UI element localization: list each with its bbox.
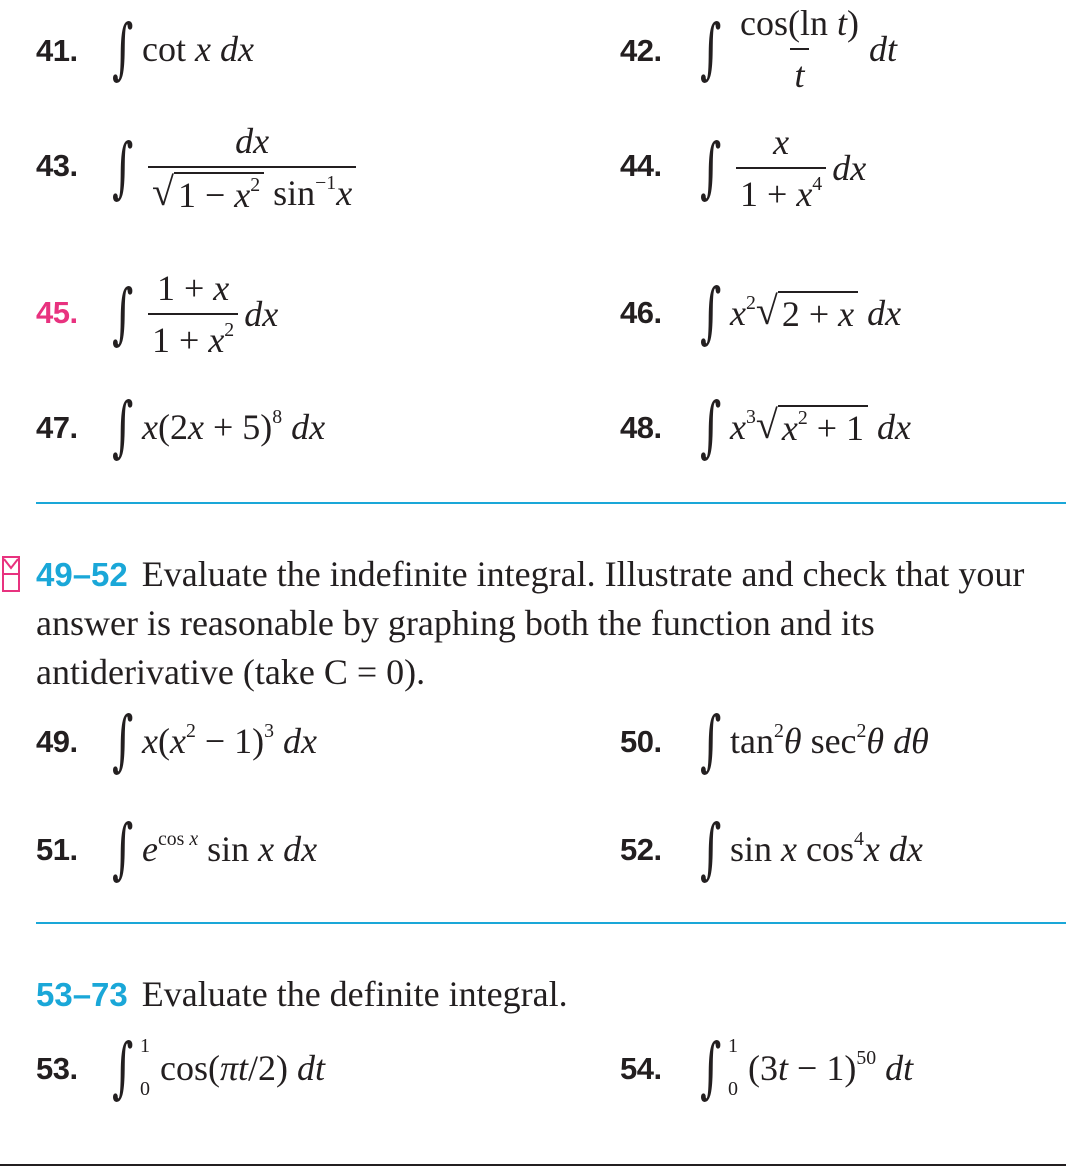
integral-sign: ∫ [700,702,722,779]
problem-54-number: 54. [620,1051,662,1086]
integral-sign: ∫ [112,129,134,206]
integral-sign: ∫ [112,1029,134,1106]
problem-52-number: 52. [620,832,662,867]
integral-sign: ∫ [112,275,134,352]
problem-49-number: 49. [36,724,78,759]
problem-50-number: 50. [620,724,662,759]
section-53-73-text: Evaluate the definite integral. [141,974,568,1014]
section-divider [36,922,1066,924]
section-49-52-range: 49–52 [36,556,128,593]
problem-54-expression: ∫ 1 0 $(3t - 1)^{50}$ dt [700,1029,914,1106]
section-49-52-text: Evaluate the indefinite integral. Illustrate and check that your answer is reasonable by graphing both the function and its antiderivative (take C = 0). [36,554,1025,692]
problem-46-number: 46. [620,295,662,330]
problem-51-expression: ∫ $e^{cos x}$ sin x dx [112,810,318,887]
integral-sign: ∫ [700,274,722,351]
problem-53-number: 53. [36,1051,78,1086]
problem-52-expression: ∫ sin x $\cos^4x$ dx [700,810,923,887]
section-53-73-range: 53–73 [36,976,128,1013]
integral-sign: ∫ [700,810,722,887]
problem-51-number: 51. [36,832,78,867]
problem-41-number: 41. [36,33,78,68]
problem-48-number: 48. [620,410,662,445]
problem-43-expression: ∫ dx √ $1 - x^2$ $\sin^{-1}x$ [112,118,362,218]
problem-46-expression: ∫ $x^2$ √ 2 + x dx [700,274,902,351]
page-bottom-rule [0,1164,1066,1166]
section-49-52-instructions [36,550,1056,697]
integral-sign: ∫ [112,702,134,779]
problem-47-expression: ∫ $x(2x + 5)^8$ dx [112,388,326,465]
problem-45-expression: ∫ $\frac{1 + x}{1 + x^2}$ dx [112,268,279,360]
integral-sign: ∫ [112,388,134,465]
problem-43-number: 43. [36,148,78,183]
problem-53-expression: ∫ 1 0 cos(πt/2) dt [112,1029,326,1106]
integral-sign: ∫ [700,129,722,206]
section-divider [36,502,1066,504]
problem-44-expression: ∫ $\frac{x}{1 + x^4}$ dx [700,122,867,214]
problem-42-expression: ∫ $\frac{\text{cos(ln t)}}{t}$ dt [700,3,898,95]
graphing-calculator-icon [2,556,20,592]
problem-48-expression: ∫ $x^3$ √ $x^2 + 1$ dx [700,388,911,465]
problem-41-expression: ∫ cot x dx [112,10,254,87]
integral-sign: ∫ [700,10,722,87]
integral-sign: ∫ [112,10,134,87]
problem-45-number: 45. [36,295,78,330]
problem-49-expression: ∫ $x(x^2 - 1)^3$ dx [112,702,318,779]
problem-47-number: 47. [36,410,78,445]
integral-sign: ∫ [700,1029,722,1106]
section-53-73-instructions [36,970,568,1019]
problem-50-expression: ∫ $\tan^2\theta$ $\sec^2\theta$ dθ [700,702,929,779]
integral-sign: ∫ [112,810,134,887]
integral-sign: ∫ [700,388,722,465]
problem-44-number: 44. [620,148,662,183]
problem-42-number: 42. [620,33,662,68]
